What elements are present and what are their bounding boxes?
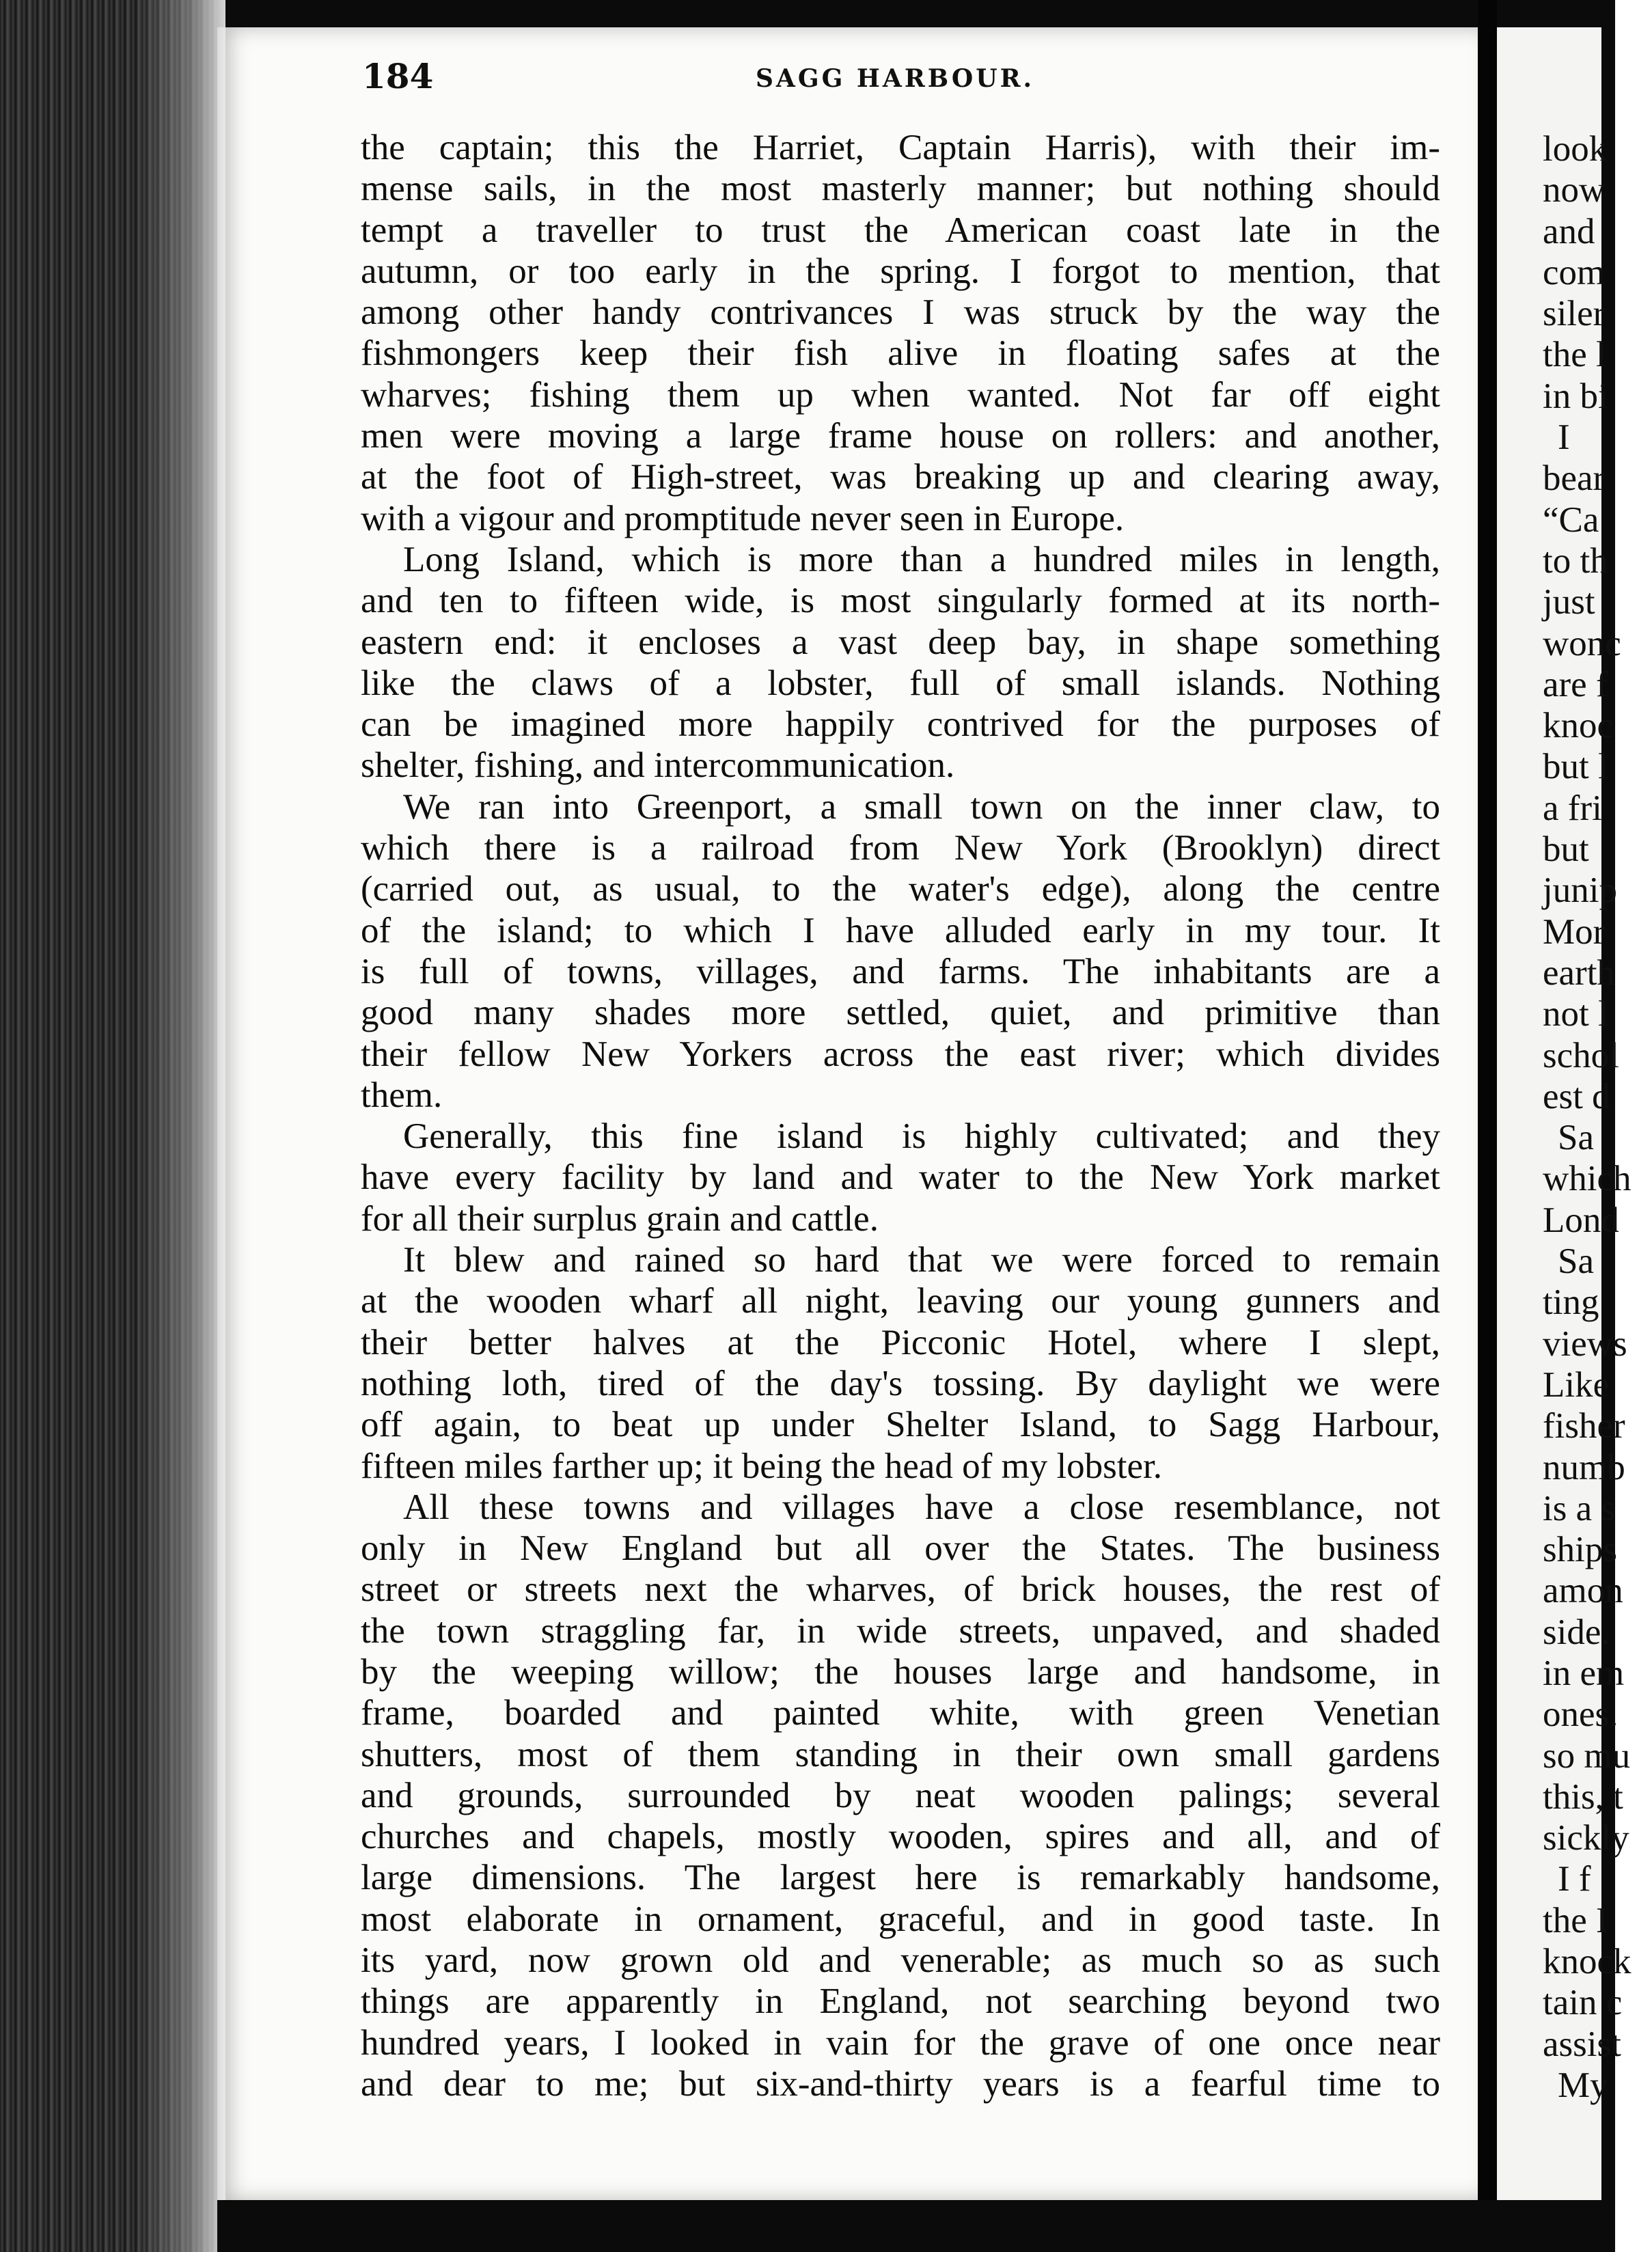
text-line: nothing loth, tired of the day's tossing. By daylight we were [361, 1363, 1440, 1403]
next-page-line: sickly [1543, 1818, 1629, 1858]
next-page-line: ships [1543, 1530, 1617, 1570]
text-line: the captain; this the Harriet, Captain Harris), with their im- [361, 128, 1440, 167]
next-page-line: “Ca [1543, 499, 1599, 540]
text-line: autumn, or too early in the spring. I forgot to mention, that [361, 251, 1440, 291]
text-line: the town straggling far, in wide streets, unpaved, and shaded [361, 1610, 1440, 1651]
text-line: shelter, fishing, and intercommunication. [361, 745, 955, 786]
text-line: Long Island, which is more than a hundred miles in length, [403, 539, 1440, 579]
next-page-line: junip [1543, 870, 1617, 911]
next-page-line: a fri [1543, 788, 1602, 828]
text-line: churches and chapels, mostly wooden, spires and all, and of [361, 1817, 1440, 1857]
next-page-line: knock [1543, 1942, 1632, 1982]
text-line: among other handy contrivances I was struck by the way the [361, 292, 1440, 333]
next-page-text [1543, 128, 1652, 2106]
text-line: large dimensions. The largest here is remarkably handsome, [361, 1858, 1440, 1898]
text-line: fifteen miles farther up; it being the head of my lobster. [361, 1446, 1163, 1486]
text-line: and grounds, surrounded by neat wooden palings; several [361, 1775, 1440, 1815]
next-page-line: in em [1543, 1653, 1625, 1693]
text-line: (carried out, as usual, to the water's edge), along the centre [361, 869, 1440, 909]
next-page-line: views [1543, 1323, 1627, 1364]
next-page-line: earth [1543, 952, 1615, 993]
text-line: fishmongers keep their fish alive in floating safes at the [361, 333, 1440, 374]
next-page-line: but l [1543, 747, 1608, 787]
next-page-line: ones. [1543, 1694, 1619, 1735]
next-page-line: Mor [1543, 911, 1606, 952]
next-page-line: is a s [1543, 1488, 1615, 1528]
next-page-line: I f [1558, 1859, 1591, 1899]
text-line: shutters, most of them standing in their own small gardens [361, 1734, 1440, 1774]
text-line: by the weeping willow; the houses large and handsome, in [361, 1651, 1440, 1692]
text-line: is full of towns, villages, and farms. The inhabitants are a [361, 951, 1440, 991]
next-page-line: to th [1543, 540, 1608, 581]
text-line: like the claws of a lobster, full of small islands. Nothing [361, 663, 1440, 703]
text-line: hundred years, I looked in vain for the grave of one once near [361, 2022, 1440, 2063]
next-page-line: I [1558, 417, 1570, 458]
next-page-line: Lond [1543, 1200, 1619, 1240]
text-line: their better halves at the Picconic Hotel, where I slept, [361, 1322, 1440, 1362]
text-line: mense sails, in the most masterly manner; but nothing should [361, 169, 1440, 209]
running-head: SAGG HARBOUR. [755, 64, 1035, 93]
text-line: frame, boarded and painted white, with green Venetian [361, 1693, 1440, 1733]
next-page-line: ting [1543, 1282, 1599, 1323]
next-page-line: schol [1543, 1035, 1619, 1075]
next-page-line: look [1543, 129, 1608, 169]
text-line: its yard, now grown old and venerable; as much so as such [361, 1940, 1440, 1981]
text-line: which there is a railroad from New York (Brooklyn) direct [361, 828, 1440, 868]
text-line: street or streets next the wharves, of brick houses, the rest of [361, 1569, 1440, 1610]
next-page-line: in bi [1543, 376, 1608, 416]
next-page-line: and [1543, 211, 1595, 251]
text-line: their fellow New Yorkers across the east river; which divides [361, 1034, 1440, 1074]
next-page-line: est d [1543, 1076, 1610, 1116]
next-page-line: Sa [1558, 1118, 1594, 1158]
body-text [361, 127, 1440, 2104]
text-line: only in New England but all over the States. The business [361, 1528, 1440, 1569]
next-page-line: are f [1543, 664, 1608, 704]
text-line: of the island; to which I have alluded early in my tour. It [361, 910, 1440, 950]
next-page-line: Like [1543, 1364, 1610, 1405]
next-page-line: Sa [1558, 1241, 1594, 1282]
next-page-line: fisher [1543, 1406, 1625, 1446]
page-divider [1478, 0, 1497, 2252]
text-line: eastern end: it encloses a vast deep bay, in shape something [361, 622, 1440, 662]
text-line: and ten to fifteen wide, is most singularly formed at its north- [361, 581, 1440, 621]
text-line: with a vigour and promptitude never seen in Europe. [361, 498, 1125, 538]
next-page-line: amon [1543, 1571, 1623, 1611]
text-line: All these towns and villages have a close resemblance, not [403, 1487, 1440, 1527]
text-line: We ran into Greenport, a small town on the inner claw, to [403, 786, 1440, 827]
gutter-shadow [137, 0, 225, 2252]
next-page-line: the l [1543, 335, 1606, 375]
text-line: them. [361, 1075, 443, 1115]
next-page-line: knoc [1543, 706, 1614, 746]
next-page-line: so mu [1543, 1735, 1631, 1776]
text-line: Generally, this fine island is highly cultivated; and they [403, 1116, 1440, 1157]
next-page-line: My [1558, 2065, 1608, 2105]
text-line: at the wooden wharf all night, leaving our young gunners and [361, 1281, 1440, 1321]
next-page-line: side. [1543, 1612, 1610, 1652]
text-line: can be imagined more happily contrived for the purposes of [361, 704, 1440, 745]
page-header [362, 56, 1428, 111]
next-page-line: siler [1543, 294, 1606, 334]
text-line: It blew and rained so hard that we were forced to remain [403, 1240, 1440, 1280]
next-page-line: the I [1543, 1900, 1608, 1940]
text-line: things are apparently in England, not searching beyond two [361, 1981, 1440, 2022]
page-number: 184 [362, 56, 434, 96]
text-line: good many shades more settled, quiet, and primitive than [361, 993, 1440, 1033]
text-line: at the foot of High-street, was breaking up and clearing away, [361, 457, 1440, 497]
next-page-line: not l [1543, 994, 1608, 1034]
text-line: men were moving a large frame house on rollers: and another, [361, 416, 1440, 456]
text-line: and dear to me; but six-and-thirty years is a fearful time to [361, 2063, 1440, 2104]
next-page-line: which [1543, 1159, 1632, 1199]
scan-bottom-border [217, 2200, 1615, 2252]
text-line: have every facility by land and water to the New York market [361, 1157, 1440, 1198]
next-page-line: com [1543, 252, 1606, 292]
next-page-line: just [1543, 582, 1595, 622]
next-page-line: numb [1543, 1447, 1625, 1487]
text-line: off again, to beat up under Shelter Island, to Sagg Harbour, [361, 1405, 1440, 1445]
text-line: for all their surplus grain and cattle. [361, 1198, 879, 1239]
next-page-line: assist [1543, 2024, 1621, 2064]
next-page-line: but [1543, 829, 1589, 870]
next-page-line: wonc [1543, 623, 1621, 663]
next-page-line: this, t [1543, 1776, 1623, 1817]
next-page-line: bear [1543, 458, 1606, 499]
text-line: tempt a traveller to trust the American coast late in the [361, 210, 1440, 250]
next-page-line: now [1543, 170, 1606, 210]
next-page-line: tain c [1543, 1983, 1623, 2023]
text-line: most elaborate in ornament, graceful, and in good taste. In [361, 1899, 1440, 1939]
text-line: wharves; fishing them up when wanted. Not far off eight [361, 374, 1440, 415]
